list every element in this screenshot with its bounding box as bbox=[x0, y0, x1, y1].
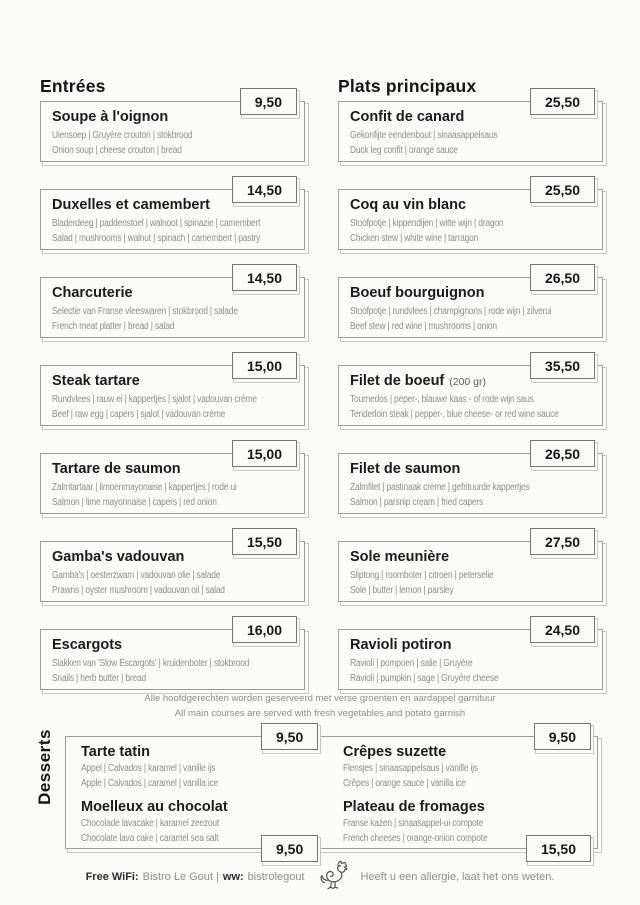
menu-item-card bbox=[40, 357, 305, 426]
item-desc-en: Ravioli | pumpkin | sage | Gruyère cheese bbox=[350, 673, 499, 684]
price: 9,50 bbox=[254, 93, 282, 110]
price: 15,50 bbox=[540, 840, 576, 857]
menu-item-card bbox=[40, 93, 305, 162]
price: 27,50 bbox=[544, 533, 580, 550]
item-desc-en: Onion soup | cheese crouton | bread bbox=[52, 145, 182, 156]
main-courses-note bbox=[0, 691, 640, 721]
rooster-icon bbox=[318, 858, 348, 896]
price-tag bbox=[530, 88, 595, 115]
item-desc-en: Chocolate lava cake | caramel sea salt bbox=[81, 832, 219, 844]
item-desc-en: Salmon | lime mayonnaise | capers | red onion bbox=[52, 497, 217, 508]
item-desc-en: French cheeses | orange-onion compote bbox=[343, 832, 488, 844]
menu-item-card bbox=[338, 621, 603, 690]
item-desc-en: French meat platter | bread | salad bbox=[52, 321, 175, 332]
price-tag bbox=[530, 616, 595, 643]
entrees-list bbox=[40, 93, 305, 690]
item-desc-nl: Rundvlees | rauw ei | kappertjes | sjalot | vadouvan crème bbox=[52, 394, 257, 405]
menu-item-card bbox=[338, 357, 603, 426]
note-line-en: All main courses are served with fresh vegetables and potato garnish bbox=[174, 708, 466, 720]
plats-column bbox=[338, 76, 603, 717]
wifi-text: Bistro Le Gout | bbox=[142, 871, 219, 883]
price: 25,50 bbox=[544, 181, 580, 198]
price-tag bbox=[530, 176, 595, 203]
menu-item-card bbox=[40, 533, 305, 602]
item-size: (200 gr) bbox=[449, 376, 487, 388]
item-desc-nl: Tournedos | peper-, blauwe kaas - of rode wijn saus bbox=[350, 394, 534, 405]
item-name: Escargots bbox=[52, 637, 123, 653]
price: 15,00 bbox=[246, 445, 282, 462]
plats-list bbox=[338, 93, 603, 690]
item-name: Moelleux au chocolat bbox=[81, 799, 228, 815]
dessert-item bbox=[343, 744, 597, 791]
item-desc-nl: Zalmfilet | pastinaak creme | gefrituurde kappertjes bbox=[350, 482, 530, 493]
price: 14,50 bbox=[246, 181, 282, 198]
menu-item-card bbox=[338, 445, 603, 514]
item-name: Soupe à l'oignon bbox=[52, 109, 169, 125]
price: 26,50 bbox=[544, 445, 580, 462]
item-name: Steak tartare bbox=[52, 373, 140, 389]
price-tag bbox=[232, 440, 297, 467]
item-desc-nl: Selectie van Franse vleeswaren | stokbrood | salade bbox=[52, 306, 238, 317]
price-tag bbox=[240, 88, 297, 115]
price-tag bbox=[534, 723, 591, 750]
item-desc-nl: Appel | Calvados | karamel | vanille ijs bbox=[81, 763, 216, 774]
price-tag bbox=[232, 264, 297, 291]
menu-item-card bbox=[338, 269, 603, 338]
price: 24,50 bbox=[544, 621, 580, 638]
item-desc-nl: Chocolade lavacake | karamel zeezout bbox=[81, 818, 220, 829]
price-tag bbox=[232, 352, 297, 379]
item-desc-en: Apple | Calvados | caramel | vanilla ice bbox=[81, 777, 219, 789]
item-desc-en: Sole | butter | lemon | parsley bbox=[350, 585, 454, 596]
desserts-right-column bbox=[343, 744, 597, 848]
menu-item-card bbox=[338, 181, 603, 250]
item-desc-nl: Flensjes | sinaasappelsaus | vanille ijs bbox=[343, 763, 478, 774]
price: 14,50 bbox=[246, 269, 282, 286]
price-tag bbox=[261, 835, 318, 862]
item-name: Boeuf bourguignon bbox=[350, 285, 485, 301]
desserts-heading: Desserts bbox=[35, 729, 54, 805]
menu-columns bbox=[40, 76, 603, 717]
item-desc-nl: Franse kazen | sinaasappel-ui compote bbox=[343, 818, 484, 829]
item-desc-en: Chicken stew | white wine | tarragon bbox=[350, 233, 479, 244]
wifi-label: Free WiFi: bbox=[85, 871, 139, 883]
item-desc-en: Salmon | parsnip cream | fried capers bbox=[350, 497, 484, 508]
item-desc-en: Tenderloin steak | pepper-, blue cheese- or red wine sauce bbox=[350, 409, 559, 420]
note-line-nl: Alle hoofdgerechten worden geserveerd met verse groenten en aardappel garnituur bbox=[144, 693, 496, 704]
plats-heading: Plats principaux bbox=[338, 76, 477, 96]
price: 26,50 bbox=[544, 269, 580, 286]
item-desc-nl: Bladerdeeg | paddenstoel | walnoot | spinazie | camembert bbox=[52, 218, 261, 229]
price: 25,50 bbox=[544, 93, 580, 110]
item-desc-nl: Stoofpotje | kippendijen | witte wijn | dragon bbox=[350, 218, 504, 229]
item-name: Filet de boeuf bbox=[350, 373, 445, 389]
dessert-item bbox=[81, 744, 335, 791]
desserts-left-column bbox=[81, 744, 335, 848]
item-name: Crêpes suzette bbox=[343, 744, 447, 760]
item-name: Gamba's vadouvan bbox=[52, 549, 185, 565]
price: 35,50 bbox=[544, 357, 580, 374]
price: 9,50 bbox=[276, 728, 304, 745]
item-name: Tarte tatin bbox=[81, 744, 151, 760]
menu-item-card bbox=[338, 93, 603, 162]
menu-item-card bbox=[338, 533, 603, 602]
price: 15,00 bbox=[246, 357, 282, 374]
item-name: Plateau de fromages bbox=[343, 799, 485, 815]
item-desc-nl: Stoofpotje | rundvlees | champignons | rode wijn | zilverui bbox=[350, 306, 552, 317]
item-desc-nl: Ravioli | pompoen | salie | Gruyère bbox=[350, 658, 473, 669]
price-tag bbox=[530, 352, 595, 379]
price-tag bbox=[261, 723, 318, 750]
entrees-heading: Entrées bbox=[40, 76, 106, 96]
price-tag bbox=[232, 528, 297, 555]
entrees-column bbox=[40, 76, 305, 717]
menu-item-card bbox=[40, 181, 305, 250]
price-tag bbox=[232, 176, 297, 203]
price: 16,00 bbox=[246, 621, 282, 638]
price: 9,50 bbox=[276, 840, 304, 857]
item-desc-en: Prawns | oyster mushroom | vadouvan oil | salad bbox=[52, 585, 225, 596]
item-desc-nl: Sliptong | roomboter | citroen | peterselie bbox=[350, 570, 494, 581]
item-name: Confit de canard bbox=[350, 109, 465, 125]
item-desc-en: Beef | raw egg | capers | sjalot | vadouvan crème bbox=[52, 409, 226, 420]
desserts-box bbox=[35, 728, 598, 857]
item-name: Tartare de saumon bbox=[52, 461, 181, 477]
price-tag bbox=[232, 616, 297, 643]
price-tag bbox=[530, 528, 595, 555]
item-name: Sole meunière bbox=[350, 549, 450, 565]
menu-item-card bbox=[40, 621, 305, 690]
item-name: Duxelles et camembert bbox=[52, 197, 210, 213]
price-tag bbox=[530, 264, 595, 291]
item-name: Coq au vin blanc bbox=[350, 197, 467, 213]
wifi-info bbox=[86, 871, 305, 883]
ww-text: bistrolegout bbox=[247, 871, 305, 883]
item-desc-nl: Slakken van 'Slow Escargots' | kruidenboter | stokbrood bbox=[52, 658, 250, 669]
item-desc-en: Beef stew | red wine | mushrooms | onion bbox=[350, 321, 497, 332]
menu-item-card bbox=[40, 445, 305, 514]
item-desc-en: Crêpes | orange sauce | vanilla ice bbox=[343, 777, 466, 789]
item-desc-en: Snails | herb butter | bread bbox=[52, 673, 146, 684]
item-name: Filet de saumon bbox=[350, 461, 461, 477]
desserts-columns bbox=[66, 737, 597, 848]
ww-label: ww: bbox=[222, 871, 244, 883]
item-desc-nl: Gamba's | oesterzwam | vadouvan olie | salade bbox=[52, 570, 221, 581]
price: 15,50 bbox=[246, 533, 282, 550]
price-tag bbox=[530, 440, 595, 467]
price-tag bbox=[526, 835, 591, 862]
item-desc-nl: Zalmtartaar | limoenmayonaise | kappertjes | rode ui bbox=[52, 482, 237, 493]
item-name: Ravioli potiron bbox=[350, 637, 452, 653]
item-desc-en: Duck leg confit | orange sauce bbox=[350, 145, 458, 156]
item-desc-en: Salad | mushrooms | walnut | spinach | camembert | pastry bbox=[52, 233, 261, 244]
item-name: Charcuterie bbox=[52, 285, 133, 301]
menu-item-card bbox=[40, 269, 305, 338]
allergy-note: Heeft u een allergie, laat het ons weten. bbox=[360, 871, 555, 883]
item-desc-nl: Uiensoep | Gruyère crouton | stokbrood bbox=[52, 130, 193, 141]
price: 9,50 bbox=[548, 728, 576, 745]
item-desc-nl: Gekonfijte eendenbout | sinaasappelsaus bbox=[350, 130, 498, 141]
